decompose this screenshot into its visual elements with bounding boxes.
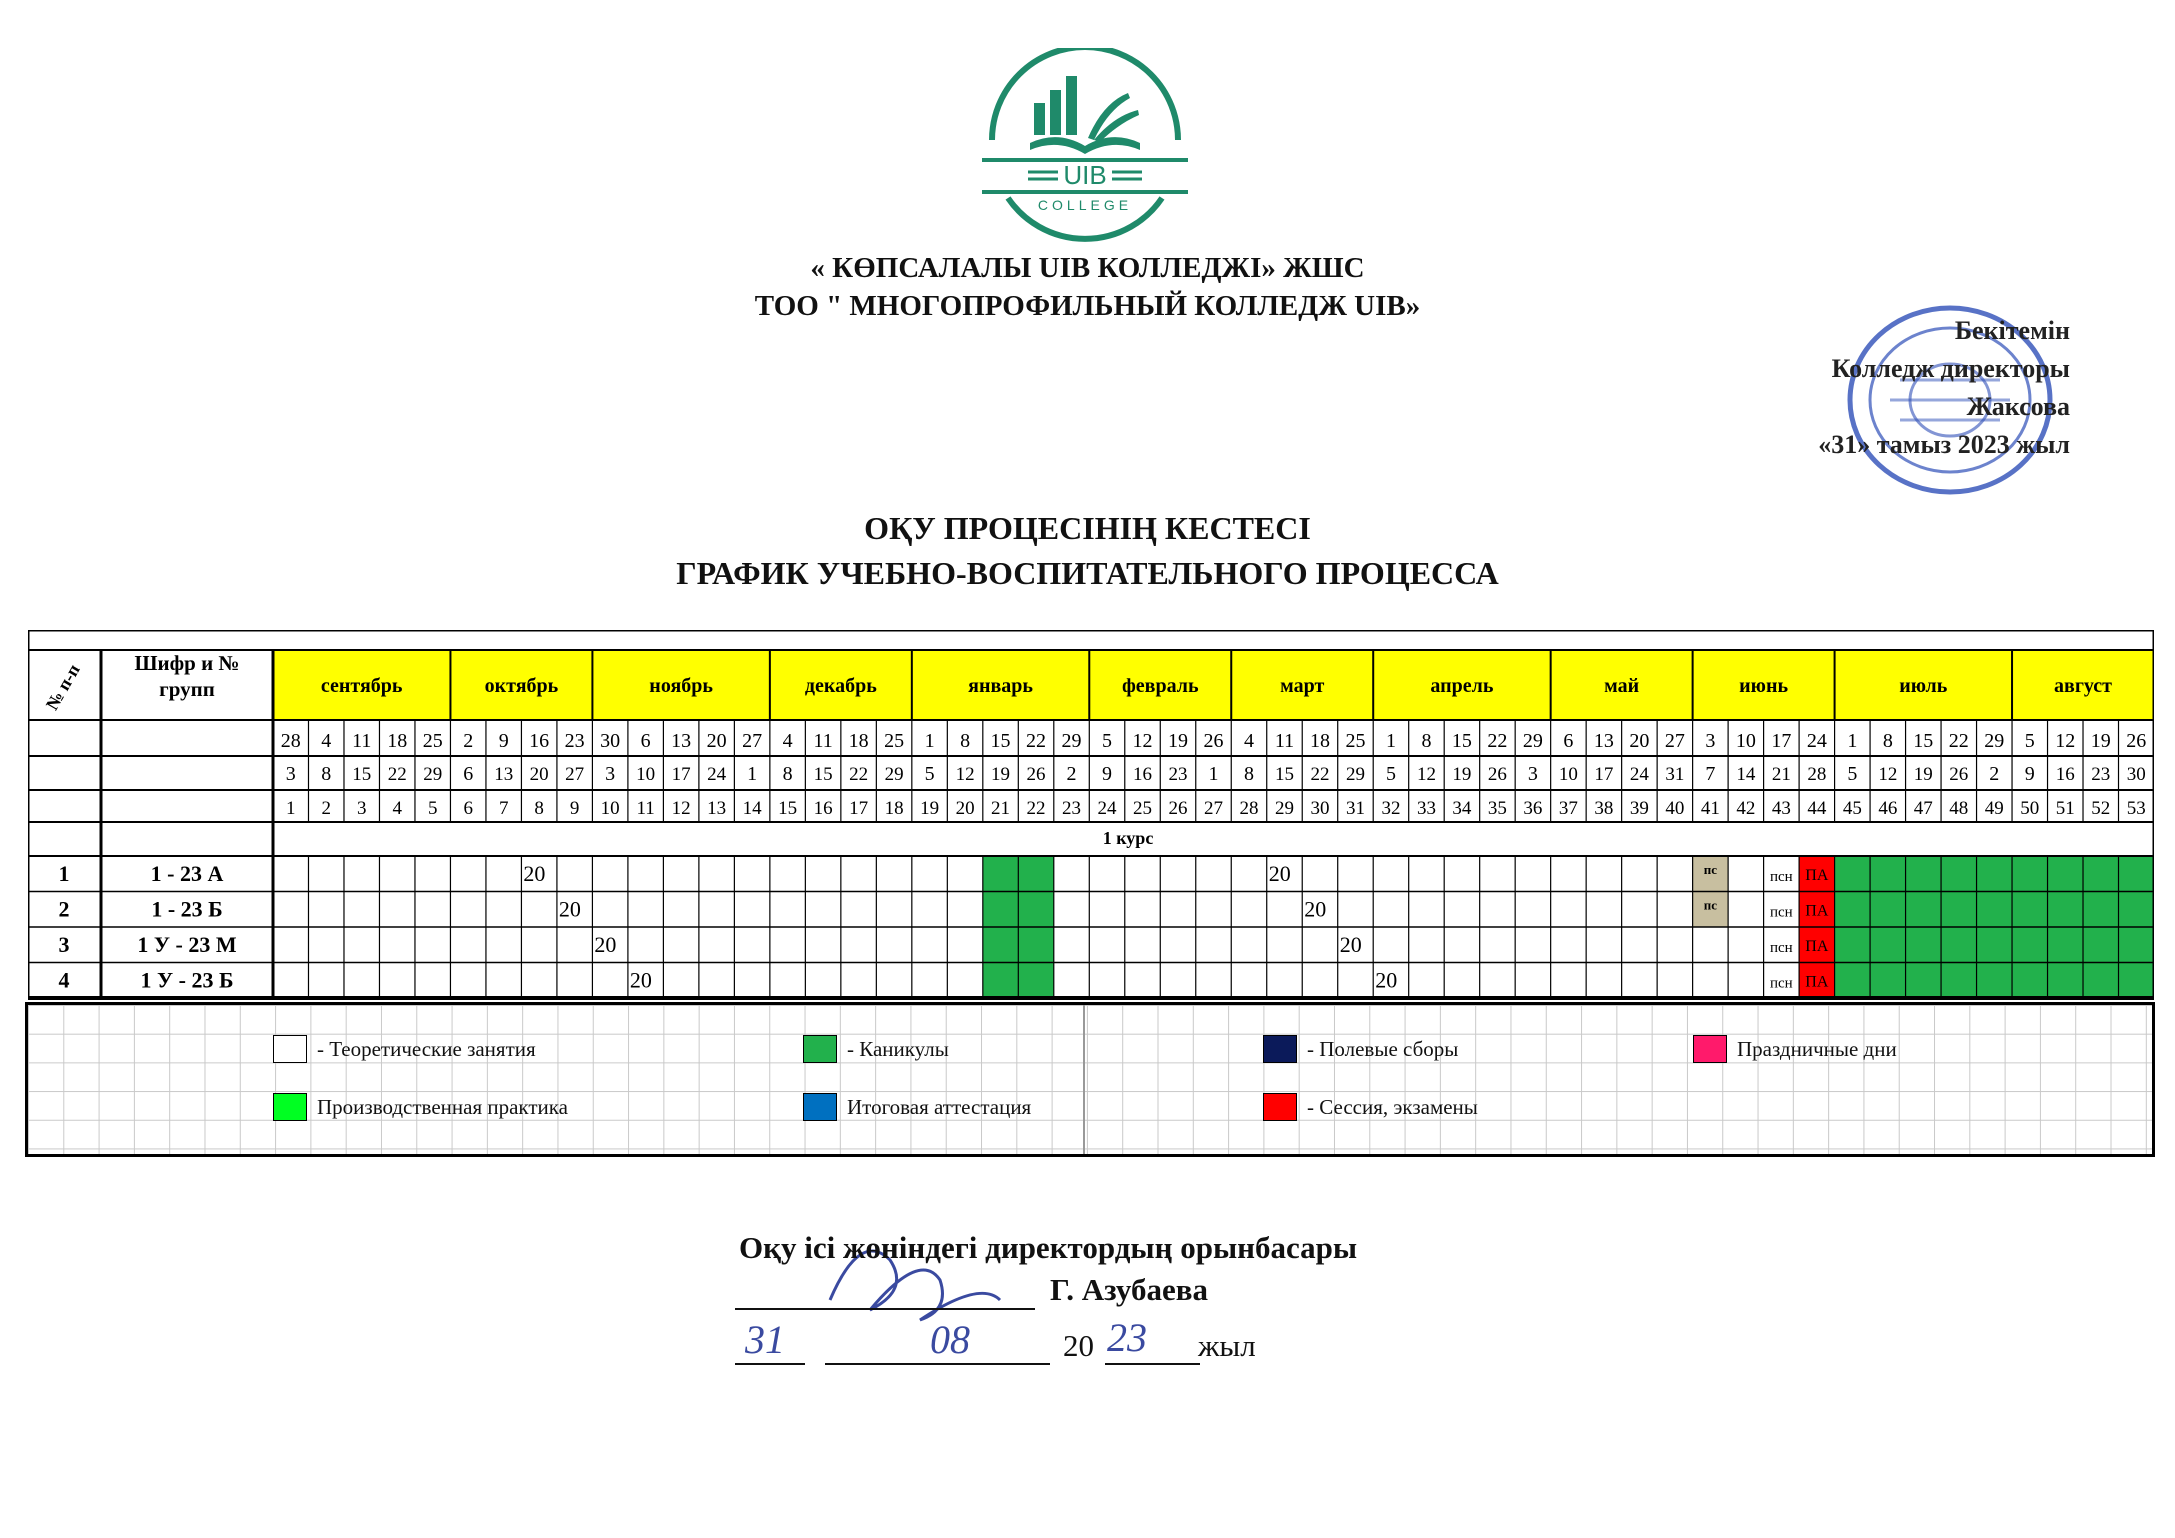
row-group: 1 У - 23 М <box>137 932 237 957</box>
week-number: 9 <box>569 798 580 819</box>
signature-year-word: жыл <box>1198 1328 1256 1363</box>
signature-day: 31 <box>745 1317 785 1362</box>
week-number: 27 <box>1204 798 1223 819</box>
month-label: июль <box>1899 675 1948 697</box>
week-start-date: 4 <box>321 730 332 752</box>
week-end-date: 15 <box>813 764 833 785</box>
hours-mark: 20 <box>558 896 581 922</box>
exam-mark: ПА <box>1805 973 1829 991</box>
week-number: 41 <box>1700 798 1720 819</box>
month-label: июнь <box>1739 675 1789 697</box>
signature-year-prefix: 20 <box>1063 1328 1094 1363</box>
title-kz: ОҚУ ПРОЦЕСІНІҢ КЕСТЕСІ <box>864 510 1311 546</box>
week-end-date: 3 <box>285 763 296 785</box>
week-start-date: 23 <box>564 730 585 752</box>
legend-label-theory: - Теоретические занятия <box>317 1036 536 1061</box>
week-end-date: 26 <box>1487 764 1507 785</box>
week-start-date: 1 <box>1385 730 1396 752</box>
week-end-date: 29 <box>423 764 443 785</box>
legend-swatch-exams <box>1263 1093 1297 1121</box>
week-start-date: 15 <box>1913 730 1934 752</box>
week-start-date: 19 <box>1168 730 1189 752</box>
week-start-date: 12 <box>2055 730 2076 752</box>
week-start-date: 6 <box>640 730 651 752</box>
week-start-date: 10 <box>1735 730 1756 752</box>
week-start-date: 6 <box>1563 730 1574 752</box>
month-label: январь <box>968 675 1033 697</box>
practice-mark: пс <box>1703 862 1718 877</box>
week-number: 50 <box>2020 798 2040 819</box>
week-start-date: 29 <box>1522 730 1543 752</box>
week-number: 26 <box>1168 798 1188 819</box>
week-start-date: 11 <box>352 730 372 752</box>
week-end-date: 13 <box>494 764 514 785</box>
row-number: 2 <box>58 896 70 922</box>
legend-label-practice: Производственная практика <box>317 1094 568 1119</box>
signature-name: Г. Азубаева <box>1050 1272 1209 1307</box>
week-number: 52 <box>2091 798 2111 819</box>
exam-mark: ПА <box>1805 867 1829 884</box>
week-number: 25 <box>1133 798 1153 819</box>
week-number: 40 <box>1665 798 1685 819</box>
week-end-date: 22 <box>387 764 407 785</box>
week-number: 22 <box>1026 798 1046 819</box>
week-number: 43 <box>1771 798 1791 819</box>
month-label: сентябрь <box>320 675 403 697</box>
week-end-date: 26 <box>1026 764 1046 785</box>
week-end-date: 9 <box>2024 763 2035 785</box>
week-number: 32 <box>1381 798 1401 819</box>
legend-swatch-vacation <box>803 1035 837 1063</box>
legend-label-exams: - Сессия, экзамены <box>1307 1094 1478 1119</box>
week-end-date: 22 <box>1310 764 1330 785</box>
month-label: октябрь <box>484 675 559 697</box>
week-end-date: 27 <box>565 764 585 785</box>
week-number: 37 <box>1558 798 1578 819</box>
legend-swatch-practice <box>273 1093 307 1121</box>
row-group: 1 - 23 Б <box>151 896 223 922</box>
week-number: 45 <box>1842 798 1862 819</box>
week-start-date: 15 <box>1451 730 1472 752</box>
week-number: 19 <box>920 798 940 819</box>
week-number: 36 <box>1523 798 1543 819</box>
week-start-date: 9 <box>498 730 509 752</box>
row-number: 1 <box>58 861 70 886</box>
week-end-date: 2 <box>1989 763 2000 785</box>
week-start-date: 30 <box>600 730 621 752</box>
approval-block <box>1740 312 2070 492</box>
hours-mark: 20 <box>594 932 617 957</box>
week-number: 24 <box>1097 798 1117 819</box>
hours-mark: 20 <box>1268 861 1291 886</box>
week-number: 39 <box>1629 798 1649 819</box>
row-number: 3 <box>58 932 70 957</box>
legend-label-field: - Полевые сборы <box>1307 1036 1459 1061</box>
week-number: 6 <box>463 798 473 819</box>
week-number: 53 <box>2126 798 2146 819</box>
legend-item-theory <box>273 1035 536 1063</box>
signature-title: Оқу ісі жөніндегі директордың орынбасары <box>739 1230 1358 1265</box>
approval-line-3: Жаксова <box>1966 392 2070 421</box>
logo-subtext: COLLEGE <box>1037 197 1133 213</box>
signature-year-suffix: 23 <box>1107 1315 1147 1360</box>
approval-line-2: Колледж директоры <box>1831 354 2070 383</box>
practice-mark: пс <box>1703 897 1718 913</box>
week-end-date: 17 <box>671 764 691 785</box>
week-start-date: 22 <box>1026 730 1047 752</box>
week-start-date: 8 <box>1882 730 1893 752</box>
week-start-date: 25 <box>422 730 443 752</box>
week-end-date: 19 <box>1913 764 1933 785</box>
week-number: 44 <box>1807 798 1827 819</box>
legend-item-attestation <box>803 1093 1031 1121</box>
week-start-date: 5 <box>2024 730 2035 752</box>
week-number: 13 <box>707 798 727 819</box>
week-start-date: 4 <box>782 730 793 752</box>
week-end-date: 16 <box>1133 764 1153 785</box>
week-start-date: 25 <box>1345 730 1366 752</box>
week-end-date: 10 <box>636 764 656 785</box>
week-number: 47 <box>1913 798 1933 819</box>
legend-item-practice <box>273 1093 568 1121</box>
week-end-date: 7 <box>1705 763 1716 785</box>
week-end-date: 1 <box>747 763 758 785</box>
week-number: 48 <box>1949 798 1969 819</box>
week-end-date: 12 <box>1878 764 1898 785</box>
week-start-date: 12 <box>1132 730 1153 752</box>
week-start-date: 13 <box>1593 730 1614 752</box>
approval-line-4: «31» тамыз 2023 жыл <box>1818 430 2070 459</box>
week-end-date: 5 <box>1847 763 1858 785</box>
week-start-date: 26 <box>1203 730 1224 752</box>
week-end-date: 22 <box>849 764 869 785</box>
week-number: 1 <box>285 798 296 819</box>
week-end-date: 3 <box>1527 763 1538 785</box>
week-number: 34 <box>1452 798 1472 819</box>
week-number: 29 <box>1274 798 1294 819</box>
week-start-date: 3 <box>1705 730 1716 752</box>
week-end-date: 2 <box>1066 763 1077 785</box>
college-logo <box>978 48 1192 248</box>
week-start-date: 1 <box>924 730 935 752</box>
week-start-date: 18 <box>848 730 869 752</box>
org-name-kz: « КӨПСАЛАЛЫ UIB КОЛЛЕДЖІ» ЖШС <box>810 252 1365 284</box>
header-num: № п-п <box>41 660 84 714</box>
week-start-date: 8 <box>1421 730 1432 752</box>
week-end-date: 1 <box>1208 763 1219 785</box>
week-end-date: 8 <box>321 763 332 785</box>
week-end-date: 5 <box>924 763 935 785</box>
week-start-date: 25 <box>884 730 905 752</box>
week-end-date: 3 <box>605 763 616 785</box>
week-number: 49 <box>1984 798 2004 819</box>
practice-n-mark: псн <box>1769 975 1793 992</box>
legend-swatch-attestation <box>803 1093 837 1121</box>
practice-n-mark: псн <box>1769 904 1793 921</box>
week-start-date: 27 <box>742 730 763 752</box>
legend <box>25 1002 2155 1157</box>
month-label: ноябрь <box>649 675 713 697</box>
week-end-date: 23 <box>2091 764 2111 785</box>
week-number: 35 <box>1487 798 1507 819</box>
exam-mark: ПА <box>1805 902 1829 920</box>
week-end-date: 6 <box>463 763 474 785</box>
hours-mark: 20 <box>1375 967 1398 993</box>
practice-n-mark: псн <box>1769 940 1793 956</box>
week-number: 18 <box>884 798 904 819</box>
week-start-date: 8 <box>960 730 971 752</box>
week-number: 20 <box>955 798 975 819</box>
week-number: 38 <box>1594 798 1614 819</box>
week-start-date: 22 <box>1487 730 1508 752</box>
exam-mark: ПА <box>1805 938 1829 955</box>
week-end-date: 8 <box>782 763 793 785</box>
week-number: 4 <box>392 798 402 819</box>
week-number: 7 <box>498 798 509 819</box>
week-end-date: 16 <box>2055 764 2075 785</box>
week-end-date: 15 <box>1274 764 1294 785</box>
header-group-line2: групп <box>159 677 215 701</box>
week-end-date: 19 <box>1452 764 1472 785</box>
week-start-date: 20 <box>1629 730 1650 752</box>
week-number: 33 <box>1416 798 1436 819</box>
week-end-date: 24 <box>1629 764 1649 785</box>
practice-n-mark: псн <box>1769 869 1793 885</box>
week-end-date: 8 <box>1243 763 1254 785</box>
week-start-date: 18 <box>1309 730 1330 752</box>
week-number: 28 <box>1239 798 1259 819</box>
week-number: 30 <box>1310 798 1330 819</box>
week-start-date: 24 <box>1806 730 1827 752</box>
week-start-date: 4 <box>1243 730 1254 752</box>
week-start-date: 5 <box>1102 730 1113 752</box>
legend-swatch-theory <box>273 1035 307 1063</box>
week-number: 12 <box>671 798 691 819</box>
legend-item-vacation <box>803 1035 949 1063</box>
hours-mark: 20 <box>523 861 546 886</box>
month-label: май <box>1604 675 1640 697</box>
week-number: 11 <box>636 798 655 819</box>
week-end-date: 29 <box>1345 764 1365 785</box>
logo-text: UIB <box>1063 160 1107 190</box>
week-start-date: 28 <box>280 730 301 752</box>
week-end-date: 20 <box>529 764 549 785</box>
week-end-date: 9 <box>1102 763 1113 785</box>
legend-item-holidays <box>1693 1035 1897 1063</box>
legend-swatch-holidays <box>1693 1035 1727 1063</box>
approval-line-1: Бекітемін <box>1954 316 2070 345</box>
month-label: декабрь <box>804 675 877 697</box>
legend-label-attestation: Итоговая аттестация <box>847 1094 1032 1119</box>
month-label: апрель <box>1430 675 1494 697</box>
month-label: март <box>1280 675 1325 697</box>
week-start-date: 19 <box>2090 730 2111 752</box>
week-end-date: 15 <box>352 764 372 785</box>
legend-item-exams <box>1263 1093 1478 1121</box>
week-number: 3 <box>356 798 367 819</box>
week-number: 16 <box>813 798 833 819</box>
title-ru: ГРАФИК УЧЕБНО-ВОСПИТАТЕЛЬНОГО ПРОЦЕССА <box>676 555 1499 591</box>
week-start-date: 22 <box>1948 730 1969 752</box>
week-number: 10 <box>600 798 620 819</box>
week-start-date: 18 <box>387 730 408 752</box>
week-start-date: 29 <box>1984 730 2005 752</box>
week-number: 46 <box>1878 798 1898 819</box>
week-start-date: 27 <box>1664 730 1685 752</box>
week-number: 42 <box>1736 798 1756 819</box>
week-start-date: 11 <box>1274 730 1295 752</box>
legend-item-field <box>1263 1035 1458 1063</box>
week-end-date: 31 <box>1665 764 1685 785</box>
row-group: 1 У - 23 Б <box>140 967 234 993</box>
week-end-date: 19 <box>991 764 1011 785</box>
month-label: февраль <box>1121 675 1199 697</box>
row-number: 4 <box>58 967 70 993</box>
week-number: 14 <box>742 798 762 819</box>
week-start-date: 1 <box>1847 730 1858 752</box>
week-end-date: 26 <box>1949 764 1969 785</box>
week-start-date: 17 <box>1771 730 1792 752</box>
hours-mark: 20 <box>1304 896 1327 922</box>
legend-swatch-field <box>1263 1035 1297 1063</box>
schedule-table <box>28 630 2154 1002</box>
org-name-ru: ТОО " МНОГОПРОФИЛЬНЫЙ КОЛЛЕДЖ UIB» <box>754 290 1421 322</box>
week-end-date: 29 <box>884 764 904 785</box>
week-start-date: 15 <box>990 730 1011 752</box>
week-end-date: 5 <box>1385 763 1396 785</box>
week-end-date: 14 <box>1736 764 1756 785</box>
week-number: 2 <box>321 798 331 819</box>
week-start-date: 16 <box>529 730 550 752</box>
hours-mark: 20 <box>1339 932 1362 957</box>
signature-month: 08 <box>930 1317 970 1362</box>
week-start-date: 26 <box>2126 730 2147 752</box>
legend-label-vacation: - Каникулы <box>847 1036 949 1061</box>
week-end-date: 17 <box>1594 764 1614 785</box>
week-start-date: 11 <box>813 730 833 752</box>
week-number: 17 <box>849 798 869 819</box>
row-group: 1 - 23 А <box>150 861 224 886</box>
week-end-date: 12 <box>955 764 975 785</box>
week-end-date: 28 <box>1807 764 1827 785</box>
hours-mark: 20 <box>629 967 652 993</box>
week-number: 31 <box>1345 798 1365 819</box>
course-label: 1 курс <box>1102 828 1154 848</box>
header-group-line1: Шифр и № <box>134 651 240 675</box>
week-end-date: 21 <box>1771 764 1791 785</box>
week-number: 51 <box>2055 798 2075 819</box>
week-end-date: 30 <box>2126 764 2146 785</box>
week-number: 5 <box>427 798 438 819</box>
week-number: 23 <box>1062 798 1082 819</box>
week-start-date: 20 <box>706 730 727 752</box>
week-end-date: 24 <box>707 764 727 785</box>
week-number: 8 <box>534 798 544 819</box>
week-number: 15 <box>778 798 798 819</box>
week-number: 21 <box>991 798 1011 819</box>
week-end-date: 12 <box>1416 764 1436 785</box>
week-end-date: 10 <box>1558 764 1578 785</box>
week-start-date: 29 <box>1061 730 1082 752</box>
month-label: август <box>2054 675 2113 697</box>
legend-label-holidays: Праздничные дни <box>1737 1036 1897 1061</box>
week-end-date: 23 <box>1168 764 1188 785</box>
week-start-date: 2 <box>463 730 474 752</box>
week-start-date: 13 <box>671 730 692 752</box>
signature-block <box>735 1220 1535 1400</box>
